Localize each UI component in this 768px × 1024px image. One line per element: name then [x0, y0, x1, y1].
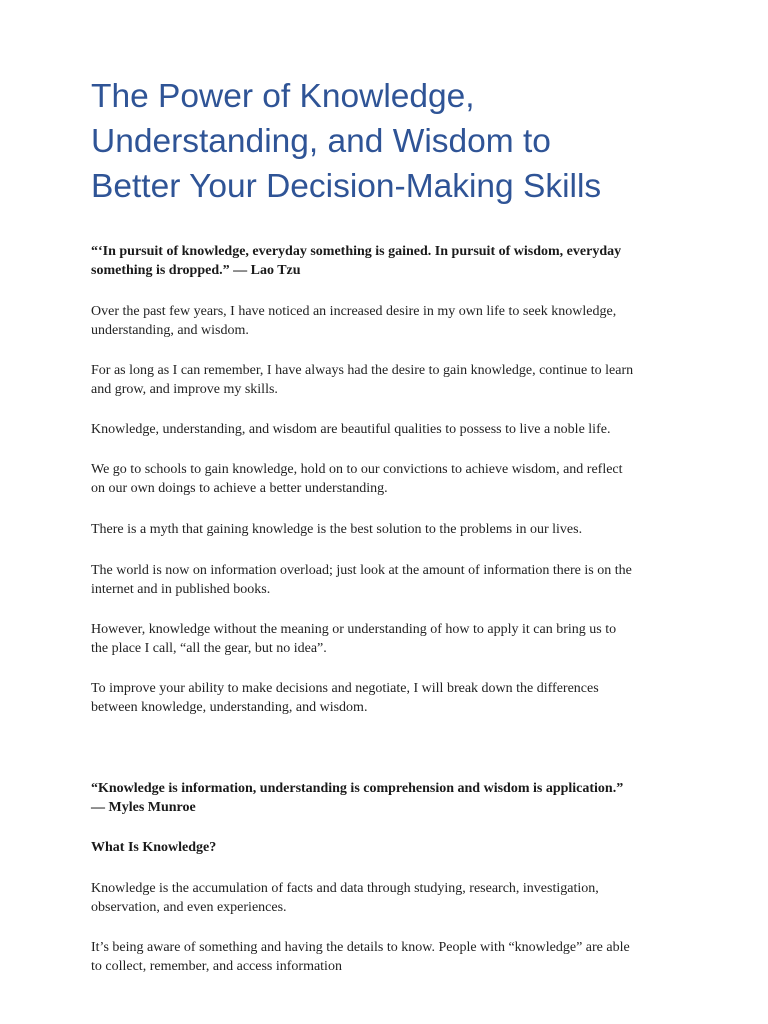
paragraph-line: on our own doings to achieve a better understanding.: [91, 481, 388, 496]
quote-line: — Myles Munroe: [91, 800, 196, 815]
paragraph-line: the place I call, “all the gear, but no idea”.: [91, 641, 327, 656]
paragraph-line: Knowledge, understanding, and wisdom are beautiful qualities to possess to live a noble life.: [91, 422, 611, 437]
quote-line: “Knowledge is information, understanding is comprehension and wisdom is application.”: [91, 781, 624, 796]
heading-text: What Is Knowledge?: [91, 840, 217, 855]
lao-tzu-quote: [91, 242, 691, 280]
paragraph-line: to collect, remember, and access information: [91, 959, 342, 974]
paragraph-line: understanding, and wisdom.: [91, 323, 249, 338]
paragraph: [91, 460, 691, 498]
paragraph-line: The world is now on information overload; just look at the amount of information there is on the: [91, 563, 632, 578]
paragraph: [91, 302, 691, 340]
title-line: Understanding, and Wisdom to: [91, 123, 551, 160]
title-line: The Power of Knowledge,: [91, 78, 475, 115]
paragraph-line: However, knowledge without the meaning or understanding of how to apply it can bring us to: [91, 622, 617, 637]
paragraph-line: and grow, and improve my skills.: [91, 382, 278, 397]
paragraph-line: Over the past few years, I have noticed an increased desire in my own life to seek knowledge,: [91, 304, 617, 319]
paragraph: [91, 620, 691, 658]
page-title: [91, 74, 731, 209]
paragraph: [91, 420, 691, 439]
paragraph: [91, 938, 691, 976]
paragraph-line: Knowledge is the accumulation of facts and data through studying, research, investigation,: [91, 881, 599, 896]
quote-line: something is dropped.” — Lao Tzu: [91, 263, 301, 278]
quote-line: “‘In pursuit of knowledge, everyday something is gained. In pursuit of wisdom, everyday: [91, 244, 622, 259]
paragraph: [91, 361, 691, 399]
paragraph-line: To improve your ability to make decisions and negotiate, I will break down the differences: [91, 681, 599, 696]
paragraph: [91, 561, 691, 599]
paragraph: [91, 520, 691, 539]
paragraph-line: There is a myth that gaining knowledge is the best solution to the problems in our lives.: [91, 522, 583, 537]
title-line: Better Your Decision-Making Skills: [91, 168, 602, 205]
paragraph-line: For as long as I can remember, I have always had the desire to gain knowledge, continue to learn: [91, 363, 634, 378]
paragraph-line: observation, and even experiences.: [91, 900, 287, 915]
paragraph-line: between knowledge, understanding, and wisdom.: [91, 700, 368, 715]
paragraph: [91, 879, 691, 917]
paragraph-line: We go to schools to gain knowledge, hold on to our convictions to achieve wisdom, and reflect: [91, 462, 623, 477]
section-heading: [91, 838, 691, 857]
paragraph-line: internet and in published books.: [91, 582, 271, 597]
paragraph: [91, 679, 691, 717]
paragraph-line: It’s being aware of something and having the details to know. People with “knowledge” are able: [91, 940, 630, 955]
myles-munroe-quote: [91, 779, 691, 817]
